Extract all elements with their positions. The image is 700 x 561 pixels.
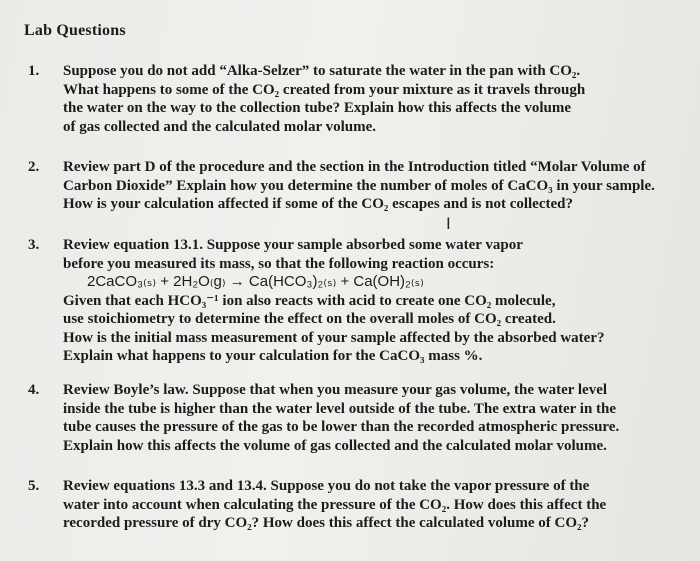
question-number: 4. (28, 382, 40, 398)
question-line: How is your calculation affected if some of the CO₂ escapes and is not collected? (63, 196, 573, 212)
question-line: Review equations 13.3 and 13.4. Suppose you do not take the vapor pressure of the (63, 478, 590, 494)
question-line: use stoichiometry to determine the effect on the overall moles of CO₂ created. (63, 311, 556, 327)
question-line: tube causes the pressure of the gas to be lower than the recorded atmospheric pressure. (63, 419, 620, 435)
question-line: of gas collected and the calculated molar volume. (63, 118, 377, 135)
question-line: Review equation 13.1. Suppose your sample absorbed some water vapor (63, 237, 523, 253)
question-line: Carbon Dioxide” Explain how you determine the number of moles of CaCO₃ in your sample. (63, 177, 655, 194)
question-number: 5. (28, 478, 40, 494)
text-cursor-icon: I (446, 214, 451, 233)
question-line: How is the initial mass measurement of your sample affected by the absorbed water? (63, 329, 605, 346)
question-number: 1. (28, 63, 40, 79)
question-line: the water on the way to the collection tube? Explain how this affects the volume (63, 100, 572, 116)
question-line: inside the tube is higher than the water level outside of the tube. The extra water in the (63, 400, 617, 417)
question-line: Review Boyle’s law. Suppose that when you measure your gas volume, the water level (63, 382, 608, 398)
question-line: Review part D of the procedure and the section in the Introduction titled “Molar Volume of (63, 159, 646, 175)
question-line: What happens to some of the CO₂ created from your mixture as it travels through (63, 81, 586, 98)
question-line: before you measured its mass, so that the following reaction occurs: (63, 255, 495, 272)
question-number: 2. (28, 159, 40, 175)
question-number: 3. (28, 237, 40, 253)
question-line: Given that each HCO₃⁻¹ ion also reacts with acid to create one CO₂ molecule, (63, 292, 556, 309)
question-line: water into account when calculating the pressure of the CO₂. How does this affect the (63, 496, 607, 513)
question-line: Explain how this affects the volume of gas collected and the calculated molar volume. (63, 437, 607, 454)
question-line: Explain what happens to your calculation for the CaCO₃ mass %. (63, 348, 483, 364)
question-line: recorded pressure of dry CO₂? How does this affect the calculated volume of CO₂? (63, 515, 590, 531)
question-line: Suppose you do not add “Alka-Selzer” to saturate the water in the pan with CO₂. (63, 63, 581, 79)
page-title: Lab Questions (24, 22, 126, 39)
reaction-equation: 2CaCO₃₍ₛ₎ + 2H₂O₍g₎ → Ca(HCO₃)₂₍ₛ₎ + Ca(OH)₂₍ₛ₎ (87, 273, 424, 290)
